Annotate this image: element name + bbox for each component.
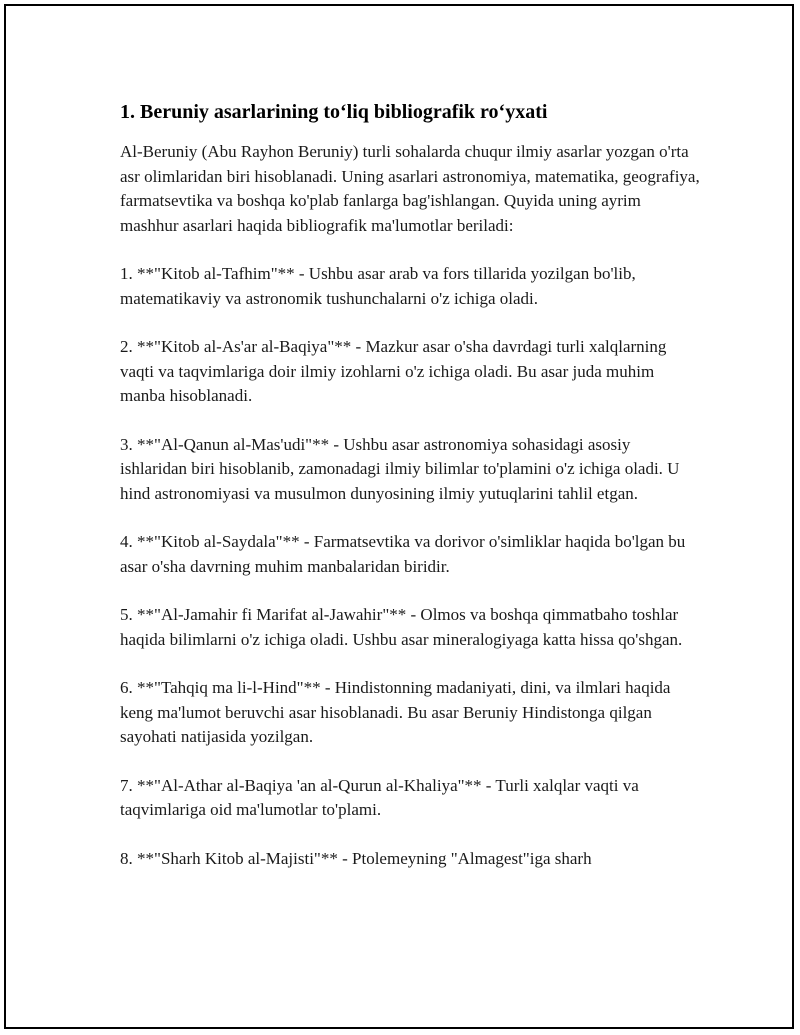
list-item-3: 3. **"Al-Qanun al-Mas'udi"** - Ushbu asar astronomiya sohasidagi asosiy ishlaridan biri hisoblanib, zamonadagi ilmiy bilimlar to'plamini o'z ichiga oladi. U hind astronomiyasi va musulmon dunyosining ilmiy yutuqlarini tahlil etgan. <box>120 434 680 503</box>
list-item-7: 7. **"Al-Athar al-Baqiya 'an al-Qurun al-Khaliya"** - Turli xalqlar vaqti va taqvimlariga oid ma'lumotlar to'plami. <box>120 775 639 819</box>
list-item-1: 1. **"Kitob al-Tafhim"** - Ushbu asar arab va fors tillarida yozilgan bo'lib, matematikaviy va astronomik tushunchalarni o'z ichiga oladi. <box>120 264 636 308</box>
list-item-8: 8. **"Sharh Kitob al-Majisti"** - Ptolemeyning "Almagest"iga sharh <box>120 848 592 868</box>
page-frame <box>4 4 794 1029</box>
list-item-4: 4. **"Kitob al-Saydala"** - Farmatsevtika va dorivor o'simliklar haqida bo'lgan bu asar o'sha davrning muhim manbalaridan biridir. <box>120 532 686 576</box>
intro-paragraph: Al-Beruniy (Abu Rayhon Beruniy) turli sohalarda chuqur ilmiy asarlar yozgan o'rta asr olimlaridan biri hisoblanadi. Uning asarlari astronomiya, matematika, geografiya, farmatsevtika va boshqa ko'plab fanlarga bag'ishlangan. Quyida uning ayrim mashhur asarlari haqida bibliografik ma'lumotlar beriladi: <box>120 142 700 235</box>
list-item-6: 6. **"Tahqiq ma li-l-Hind"** - Hindistonning madaniyati, dini, va ilmlari haqida keng ma'lumot beruvchi asar hisoblanadi. Bu asar Beruniy Hindistonga qilgan sayohati natijasida yozilgan. <box>120 678 671 746</box>
list-item-5: 5. **"Al-Jamahir fi Marifat al-Jawahir"** - Olmos va boshqa qimmatbaho toshlar haqida bilimlarni o'z ichiga oladi. Ushbu asar mineralogiyaga katta hissa qo'shgan. <box>120 605 683 649</box>
document-title: 1. Beruniy asarlarining to‘liq bibliografik ro‘yxati <box>120 101 548 123</box>
document-body <box>120 98 700 895</box>
list-item-2: 2. **"Kitob al-As'ar al-Baqiya"** - Mazkur asar o'sha davrdagi turli xalqlarning vaqti va taqvimlariga doir ilmiy izohlarni o'z ichiga oladi. Bu asar juda muhim manba hisoblanadi. <box>120 337 667 405</box>
